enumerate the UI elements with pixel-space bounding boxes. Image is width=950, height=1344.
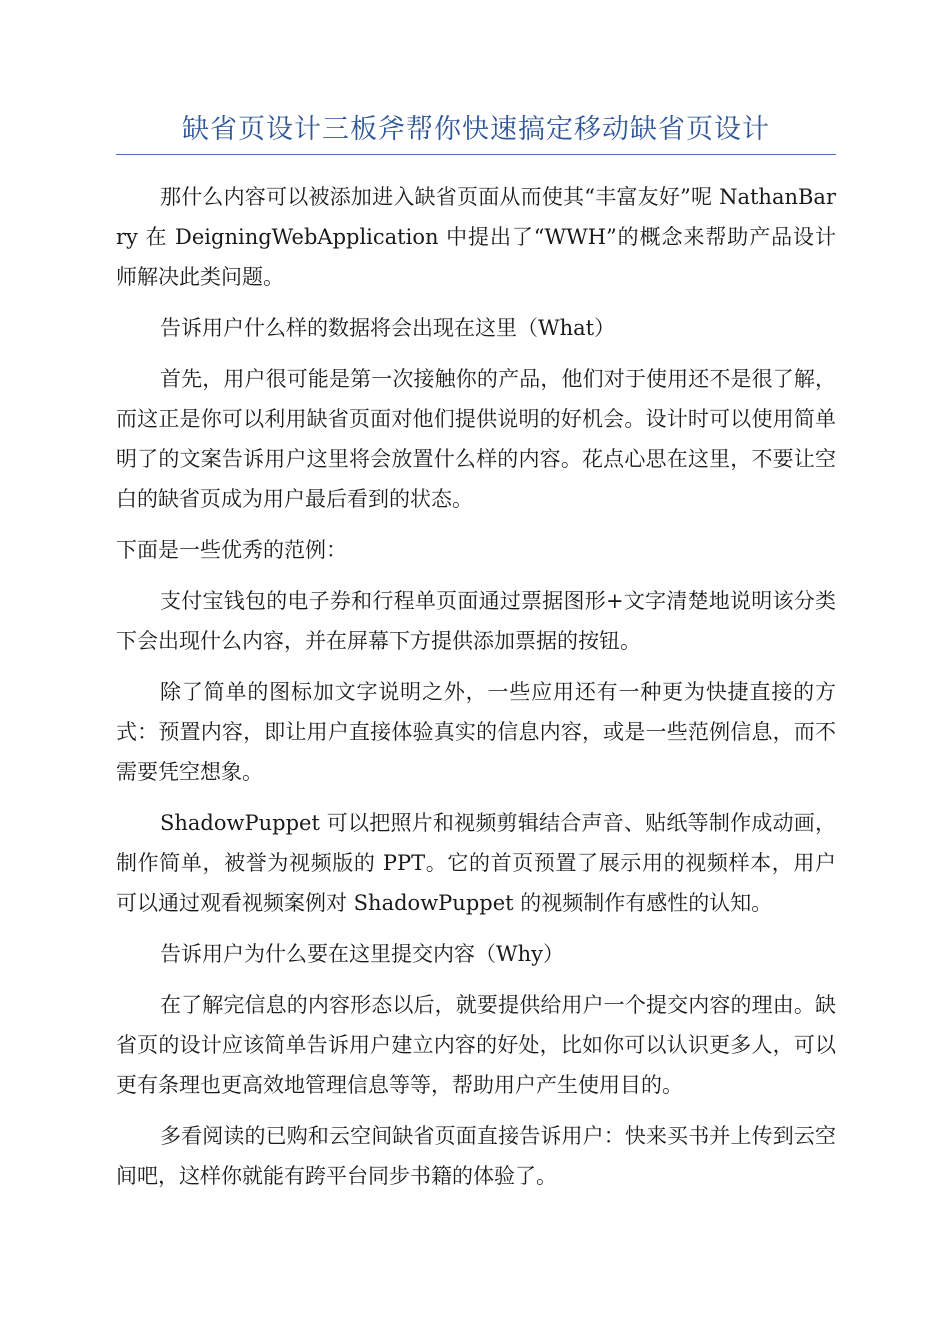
paragraph-why-body: 在了解完信息的内容形态以后，就要提供给用户一个提交内容的理由。缺省页的设计应该简单告诉用户建立内容的好处，比如你可以认识更多人，可以更有条理也更高效地管理信息等等，帮助用户产生使用目的。 bbox=[116, 993, 836, 1097]
paragraph-what-body: 首先，用户很可能是第一次接触你的产品，他们对于使用还不是很了解，而这正是你可以利用缺省页面对他们提供说明的好机会。设计时可以使用简单明了的文案告诉用户这里将会放置什么样的内容。花点心思在这里，不要让空白的缺省页成为用户最后看到的状态。 bbox=[116, 367, 836, 511]
paragraph-duokan-example: 多看阅读的已购和云空间缺省页面直接告诉用户：快来买书并上传到云空间吧，这样你就能有跨平台同步书籍的体验了。 bbox=[116, 1124, 836, 1188]
paragraph-examples-lead: 下面是一些优秀的范例： bbox=[116, 538, 347, 562]
document-page bbox=[116, 112, 836, 1207]
section-heading-what: 告诉用户什么样的数据将会出现在这里（What） bbox=[160, 316, 616, 340]
paragraph-intro: 那什么内容可以被添加进入缺省页面从而使其“丰富友好”呢 NathanBarry 在 DeigningWebApplication 中提出了“WWH”的概念来帮助产品设计师解决此类问题。 bbox=[116, 185, 836, 289]
section-heading-why: 告诉用户为什么要在这里提交内容（Why） bbox=[160, 942, 564, 966]
paragraph-shadowpuppet-example: ShadowPuppet 可以把照片和视频剪辑结合声音、贴纸等制作成动画，制作简单，被誉为视频版的 PPT。它的首页预置了展示用的视频样本，用户可以通过观看视频案例对 ShadowPuppet 的视频制作有感性的认知。 bbox=[116, 811, 836, 915]
paragraph-preset-content: 除了简单的图标加文字说明之外，一些应用还有一种更为快捷直接的方式：预置内容，即让用户直接体验真实的信息内容，或是一些范例信息，而不需要凭空想象。 bbox=[116, 680, 836, 784]
document-title: 缺省页设计三板斧帮你快速搞定移动缺省页设计 bbox=[116, 112, 836, 155]
paragraph-alipay-example: 支付宝钱包的电子券和行程单页面通过票据图形+文字清楚地说明该分类下会出现什么内容，并在屏幕下方提供添加票据的按钮。 bbox=[116, 589, 836, 653]
